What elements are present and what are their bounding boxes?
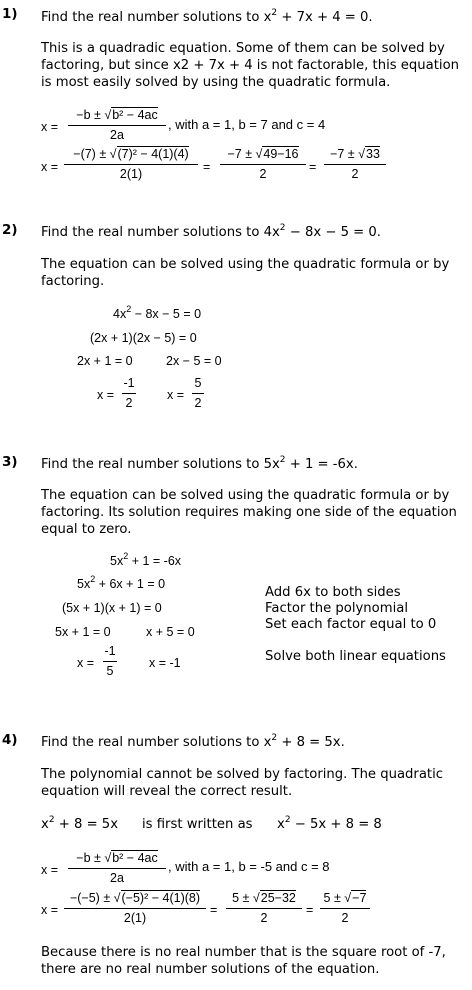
problem-4-explanation: The polynomial cannot be solved by factoring. The quadratic equation will reveal the correct result. [41,767,444,799]
problem-3-x1-fraction: -1 5 [104,644,116,678]
problem-4-equals-2: = [306,903,314,917]
problem-3-note-1: Add 6x to both sides [265,585,401,600]
problem-3-explanation: The equation can be solved using the quadratic formula or by factoring. Its solution requires making one side of the equation equal to zero. [41,488,457,537]
problem-4-formula-fraction: −b ± √b² − 4ac 2a [68,851,166,887]
problem-1-equals-1: = [203,160,211,174]
problem-2-x2-label: x = [167,388,185,402]
problem-1-equals-2: = [309,160,317,174]
problem-2-question: Find the real number solutions to $4x^2 - 8x - 5 = 0$. [41,222,381,240]
problem-4-sub-fraction-2: 5 ± √25−32 2 [226,891,302,927]
problem-3-x2: x = -1 [149,656,181,670]
problem-3-question: Find the real number solutions to $5x^2 + 1 = -6x$. [41,454,358,472]
problem-4-rewrite-b: $x^2 - 5x + 8 = 8$ [277,814,382,832]
problem-4-formula-x: x = [41,863,59,877]
problem-3-step-4a: 5x + 1 = 0 [55,625,111,639]
problem-1-number: 1) [2,6,18,22]
problem-3-number: 3) [2,454,18,470]
problem-3-note-4: Solve both linear equations [265,649,446,664]
problem-2-x1-label: x = [97,388,115,402]
problem-1-formula-x: x = [41,120,59,134]
problem-2-x1-fraction: -1 2 [123,376,135,410]
problem-4-equals-1: = [210,903,218,917]
problem-3-note-3: Set each factor equal to 0 [265,617,437,632]
problem-1-sub-x: x = [41,160,59,174]
problem-2-step-3a: 2x + 1 = 0 [77,354,133,368]
problem-3-step-2: $5x^2 + 6x + 1 = 0$ [77,573,166,591]
problem-4-formula-values: , with a = 1, b = -5 and c = 8 [168,859,330,874]
problem-4-rewrite-mid: is first written as [142,817,253,832]
problem-1-explanation: This is a quadradic equation. Some of them can be solved by factoring, but since x2 + 7x + 4 is not factorable, this equation is most easily solved by using the quadratic formula. [41,41,459,90]
problem-3-note-2: Factor the polynomial [265,601,408,616]
problem-4-number: 4) [2,732,18,748]
problem-4-sub-x: x = [41,903,59,917]
problem-1-formula-fraction: −b ± √b² − 4ac 2a [68,108,166,144]
problem-3-x1-label: x = [77,656,95,670]
problem-1-sub-fraction-2: −7 ± √49−16 2 [220,147,306,183]
problem-3-step-4b: x + 5 = 0 [146,625,195,639]
problem-1-sub-fraction-1: −(7) ± √(7)² − 4(1)(4) 2(1) [64,147,198,183]
problem-2-step-2: (2x + 1)(2x − 5) = 0 [90,331,197,345]
problem-1-sub-fraction-3: −7 ± √33 2 [324,147,386,183]
problem-3-step-1: $5x^2 + 1 = -6x$ [110,550,182,568]
problem-2-step-1: $4x^2 - 8x - 5 = 0$ [113,303,202,321]
problem-1-question: Find the real number solutions to $x^2 + 7x + 4 = 0$. [41,7,373,25]
problem-4-rewrite-a: $x^2 + 8 = 5x$ [41,814,118,832]
problem-2-explanation: The equation can be solved using the quadratic formula or by factoring. [41,257,450,289]
problem-4-sub-fraction-1: −(−5) ± √(−5)² − 4(1)(8) 2(1) [64,891,206,927]
problem-3-step-3: (5x + 1)(x + 1) = 0 [62,601,162,615]
problem-4-conclusion: Because there is no real number that is the square root of -7, there are no real number solutions of the equation. [41,945,446,977]
problem-2-number: 2) [2,222,18,238]
problem-4-question: Find the real number solutions to $x^2 + 8 = 5x$. [41,732,345,750]
problem-4-sub-fraction-3: 5 ± √−7 2 [320,891,370,927]
problem-2-x2-fraction: 5 2 [192,376,204,412]
problem-1-formula-values: , with a = 1, b = 7 and c = 4 [168,117,326,132]
problem-2-step-3b: 2x − 5 = 0 [166,354,222,368]
